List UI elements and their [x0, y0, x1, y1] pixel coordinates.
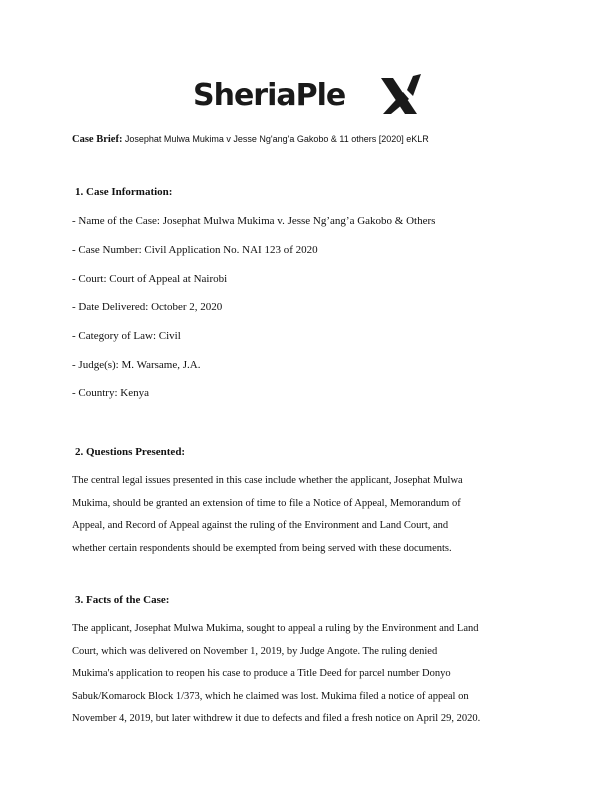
paragraph-line: Mukima's application to reopen his case to produce a Title Deed for parcel number Donyo [72, 668, 451, 680]
info-country: - Country: Kenya [72, 387, 149, 399]
paragraph-line: The applicant, Josephat Mulwa Mukima, sought to appeal a ruling by the Environment and Land [72, 623, 479, 634]
paragraph-line: Court, which was delivered on November 1, 2019, by Judge Angote. The ruling denied [72, 645, 438, 657]
section-heading-questions-presented: 2. Questions Presented: [75, 446, 186, 458]
info-date-delivered: - Date Delivered: October 2, 2020 [72, 301, 223, 313]
case-brief-line [72, 134, 552, 145]
sheriaplex-logo [193, 72, 423, 122]
info-judges: - Judge(s): M. Warsame, J.A. [72, 359, 201, 371]
paragraph-line: November 4, 2019, but later withdrew it due to defects and filed a fresh notice on April 29, 2020. [72, 713, 481, 725]
case-brief-title: Josephat Mulwa Mukima v Jesse Ng'ang'a Gakobo & 11 others [2020] eKLR [124, 134, 429, 144]
section-heading-case-information: 1. Case Information: [75, 186, 173, 198]
info-case-number: - Case Number: Civil Application No. NAI 123 of 2020 [72, 244, 318, 256]
paragraph-line: whether certain respondents should be exempted from being served with these documents. [72, 542, 452, 554]
info-court: - Court: Court of Appeal at Nairobi [72, 273, 228, 285]
info-category-of-law: - Category of Law: Civil [72, 330, 181, 342]
paragraph-line: The central legal issues presented in this case include whether the applicant, Josephat Mulwa [72, 475, 463, 486]
paragraph-line: Mukima, should be granted an extension of time to file a Notice of Appeal, Memorandum of [72, 497, 461, 509]
logo-text: SheriaPle [193, 78, 346, 113]
questions-presented-paragraph [72, 470, 542, 560]
logo-x-mark-icon [377, 72, 421, 118]
facts-paragraph [72, 618, 542, 731]
paragraph-line: Appeal, and Record of Appeal against the ruling of the Environment and Land Court, and [72, 520, 449, 532]
case-brief-label: Case Brief: [72, 134, 123, 145]
section-heading-facts-of-the-case: 3. Facts of the Case: [75, 594, 170, 606]
paragraph-line: Sabuk/Komarock Block 1/373, which he claimed was lost. Mukima filed a notice of appeal on [72, 690, 469, 702]
info-case-name: - Name of the Case: Josephat Mulwa Mukima v. Jesse Ng’ang’a Gakobo & Others [72, 215, 436, 227]
